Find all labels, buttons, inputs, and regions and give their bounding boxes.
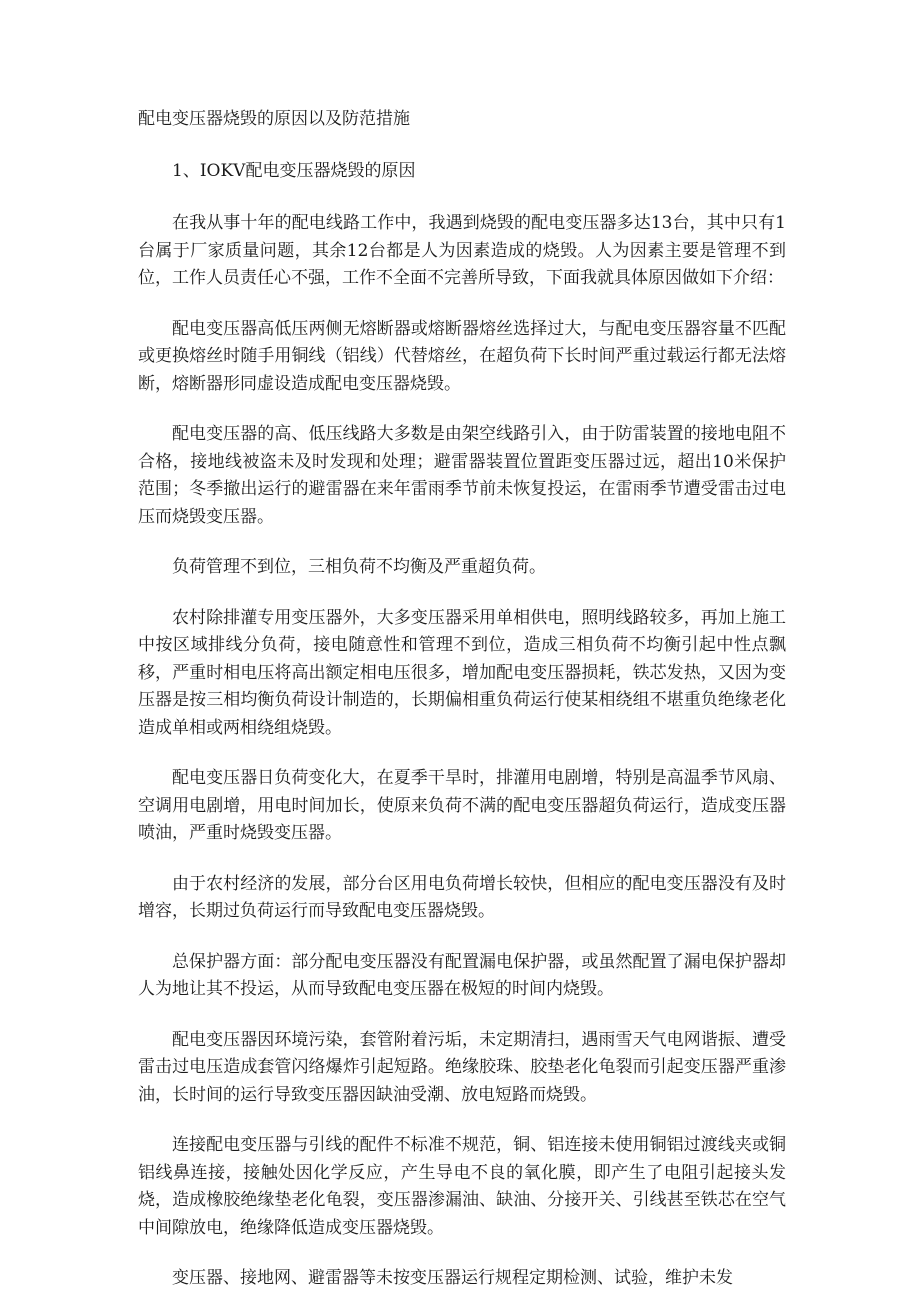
paragraph: 负荷管理不到位，三相负荷不均衡及严重超负荷。 [172,557,546,577]
paragraph: 配电变压器高低压两侧无熔断器或熔断器熔丝选择过大，与配电变压器容量不匹配或更换熔丝时随手用铜线（铝线）代替熔丝，在超负荷下长时间严重过载运行都无法熔断，熔断器形同虚设造成配电变压器烧毁。 [138,318,786,394]
section-heading: 1、IOKV配电变压器烧毁的原因 [172,161,416,181]
document-title: 配电变压器烧毁的原因以及防范措施 [138,109,410,129]
paragraph: 变压器、接地网、避雷器等未按变压器运行规程定期检测、试验，维护未发 [172,1268,733,1288]
paragraph: 总保护器方面：部分配电变压器没有配置漏电保护器，或虽然配置了漏电保护器却人为地让其不投运，从而导致配电变压器在极短的时间内烧毁。 [138,951,786,999]
document-page [138,104,786,1316]
paragraph: 连接配电变压器与引线的配件不标准不规范，铜、铝连接未使用铜铝过渡线夹或铜铝线鼻连接，接触处因化学反应，产生导电不良的氧化膜，即产生了电阻引起接头发烧，造成橡胶绝缘垫老化龟裂，变压器渗漏油、缺油、分接开关、引线甚至铁芯在空气中间隙放电，绝缘降低造成变压器烧毁。 [138,1135,786,1238]
paragraph: 配电变压器的高、低压线路大多数是由架空线路引入，由于防雷装置的接地电阻不合格，接地线被盗未及时发现和处理；避雷器装置位置距变压器过远，超出10米保护范围；冬季撤出运行的避雷器在来年雷雨季节前未恢复投运，在雷雨季节遭受雷击过电压而烧毁变压器。 [138,424,786,527]
paragraph: 在我从事十年的配电线路工作中，我遇到烧毁的配电变压器多达13台，其中只有1台属于厂家质量问题，其余12台都是人为因素造成的烧毁。人为因素主要是管理不到位，工作人员责任心不强，工作不全面不完善所导致，下面我就具体原因做如下介绍： [138,213,786,288]
paragraph: 配电变压器日负荷变化大，在夏季干旱时，排灌用电剧增，特别是高温季节风扇、空调用电剧增，用电时间加长，使原来负荷不满的配电变压器超负荷运行，造成变压器喷油，严重时烧毁变压器。 [138,768,786,843]
paragraph: 农村除排灌专用变压器外，大多变压器采用单相供电，照明线路较多，再加上施工中按区域排线分负荷，接电随意性和管理不到位，造成三相负荷不均衡引起中性点飘移，严重时相电压将高出额定相电压很多，增加配电变压器损耗，铁芯发热，又因为变压器是按三相均衡负荷设计制造的，长期偏相重负荷运行使某相绕组不堪重负绝缘老化造成单相或两相绕组烧毁。 [138,607,786,738]
paragraph: 由于农村经济的发展，部分台区用电负荷增长较快，但相应的配电变压器没有及时增容，长期过负荷运行而导致配电变压器烧毁。 [138,873,786,921]
paragraph: 配电变压器因环境污染，套管附着污垢，未定期清扫，遇雨雪天气电网谐振、遭受雷击过电压造成套管闪络爆炸引起短路。绝缘胶珠、胶垫老化龟裂而引起变压器严重渗油，长时间的运行导致变压器因缺油受潮、放电短路而烧毁。 [138,1029,786,1105]
